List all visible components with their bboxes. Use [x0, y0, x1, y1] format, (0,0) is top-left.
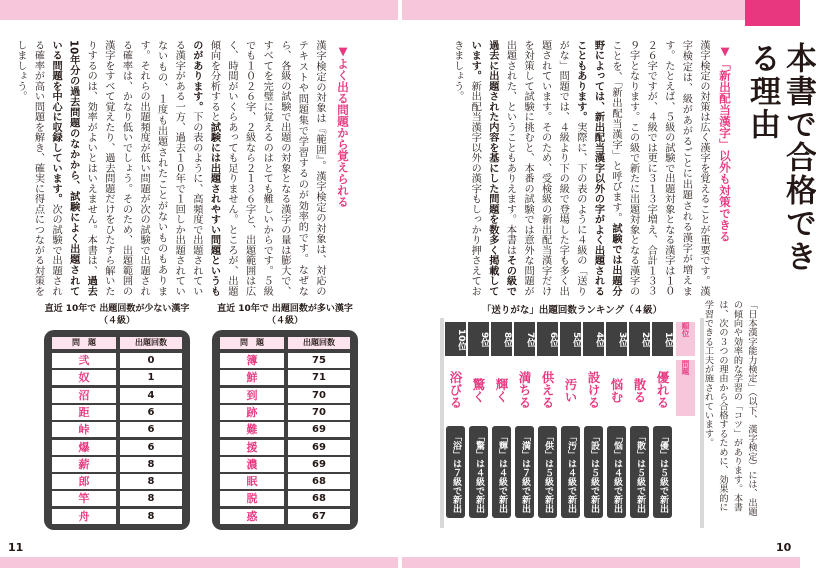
table-many-row [212, 422, 358, 437]
ranking-position: 10位 [445, 322, 466, 356]
table-many-count: 68 [288, 474, 350, 489]
table-few-count: 8 [120, 457, 182, 472]
table-many-kanji: 脱 [220, 491, 284, 506]
page-gutter [398, 0, 402, 568]
table-many-count: 69 [288, 440, 350, 455]
ranking-word: 驚く [471, 377, 486, 403]
ranking-position: 3位 [606, 322, 627, 356]
ranking-note: 「悩」は４級で新出 [607, 426, 626, 518]
right-body-text: 漢字検定の対策は広く漢字を覚えることが重要です。漢字検定は、級があがるごとに出題される漢字が増えます。たとえば、５級の試験で出題対象となる漢字は１０２６字ですが、４級では更に３１３字増え、合計１３３９字となります。この級で新たに出題対象となる漢字のことを、「新出配当漢字」と呼びます。試験では出題分野によっては、新出配当漢字以外の字がよく出題されることもあります。実際に、下の表のように４級の「送りがな」問題では、４級より下の級で登場した字も多く出題されています。そのため、受検級の新出配当漢字だけを対策して試験に挑むと、本番の試験では意外な問題が出題された、ということもありえます。本書はその級で過去に出題された内容を基にした問題を数多く掲載しています。新出配当漢字以外の漢字もしっかり押さえておきましょう。 [451, 40, 709, 297]
ranking-item [468, 322, 489, 522]
ranking-item [537, 322, 558, 522]
ranking-word: 悩む [609, 377, 624, 403]
table-many-kanji: 到 [220, 388, 284, 403]
table-few-row [44, 457, 190, 472]
top-decor-bar-right [402, 0, 800, 20]
ranking-position: 9位 [468, 322, 489, 356]
ranking-note: 「浴」は７級で新出 [446, 426, 465, 518]
table-many-row [212, 474, 358, 489]
table-many-col-count: 出題回数 [288, 337, 350, 349]
ranking-item [560, 322, 581, 522]
table-few-col-problem: 問 題 [52, 337, 116, 349]
table-few-kanji: 沼 [52, 388, 116, 403]
ranking-item [606, 322, 627, 522]
table-few-kanji: 郎 [52, 474, 116, 489]
ranking-item [514, 322, 535, 522]
ranking-item [629, 322, 650, 522]
table-few-kanji: 弐 [52, 353, 116, 368]
table-few-count: 6 [120, 405, 182, 420]
ranking-item [445, 322, 466, 522]
table-many-kanji: 簿 [220, 353, 284, 368]
table-many-row [212, 440, 358, 455]
table-few-row [44, 440, 190, 455]
ranking-header-problem: 問題 [676, 360, 695, 416]
ranking-item [491, 322, 512, 522]
ranking-item [583, 322, 604, 522]
left-body-text: 漢字検定の対象は『範囲』。漢字検定の対象は、対応のテキストや問題集で学習するのが効率的です。なぜなら、各級の試験で出題の対象となる漢字の量は膨大で、すべてを完璧に覚えるのはとても難しいからです。５級でも１０２６字、２級なら２１３６字と、出題範囲は広く、時間がいくらあっても足りません。ところが、出題傾向を分析すると試験には出題されやすい問題というものがあります。下の表のように、高頻度で出題されている漢字がある一方、過去１０年で１回しか出題されていないもの、１度も出題されたことがないものもあります。それらの出題頻度が低い問題が次の試験で出題される確率は、かなり低いでしょう。そのため、出題範囲の漢字をすべて覚えたり、過去問題だけをひたすら解いたりするのは、効率がよいとはいえません。本書は、過去10年分の過去問題のなかから、試験によく出題されている問題を中心に収録しています。次の試験で出題される確率が高い問題を解き、確実に得点につながる対策をしましょう。 [14, 40, 325, 296]
table-many-row [212, 405, 358, 420]
table-many-row [212, 353, 358, 368]
ranking-title: 「送りがな」出題回数ランキング（４級） [481, 305, 663, 316]
table-few-count: 6 [120, 422, 182, 437]
table-many-col-problem: 問 題 [220, 337, 284, 349]
table-many-count: 68 [288, 491, 350, 506]
ranking-header-position: 順位 [676, 322, 695, 356]
ranking-position: 6位 [537, 322, 558, 356]
table-few-count: 1 [120, 370, 182, 385]
table-few-kanji: 舟 [52, 509, 116, 524]
ranking-word: 設ける [586, 371, 601, 409]
ranking-position: 1位 [652, 322, 673, 356]
table-few-count: 0 [120, 353, 182, 368]
top-decor-bar-left [0, 0, 398, 20]
table-few-row [44, 388, 190, 403]
page-number-right: 10 [776, 541, 792, 554]
table-many-kanji: 跡 [220, 405, 284, 420]
table-few-count: 4 [120, 388, 182, 403]
table-few-row [44, 353, 190, 368]
ranking-word: 汚い [563, 377, 578, 403]
page-number-left: 11 [8, 541, 24, 554]
table-many-kanji: 鮮 [220, 370, 284, 385]
table-many-count: 75 [288, 353, 350, 368]
section-heading-new-kanji: ▼「新出配当漢字」以外も対策できる [718, 44, 732, 242]
section-heading-frequent: ▼よく出る問題から覚えられる [336, 44, 350, 208]
table-few-row [44, 474, 190, 489]
ranking-word: 輝く [494, 377, 509, 403]
ranking-position: 8位 [491, 322, 512, 356]
table-many-row [212, 491, 358, 506]
table-many-kanji: 眠 [220, 474, 284, 489]
table-few-row [44, 405, 190, 420]
table-few-kanji: 薪 [52, 457, 116, 472]
table-many-count: 69 [288, 422, 350, 437]
ranking-note: 「優」は５級で新出 [653, 426, 672, 518]
table-few-row [44, 422, 190, 437]
table-few-row [44, 370, 190, 385]
ranking-note: 「輝」は４級で新出 [492, 426, 511, 518]
table-many-row [212, 457, 358, 472]
table-many-count: 67 [288, 509, 350, 524]
table-few-kanji: 竿 [52, 491, 116, 506]
table-many-title: 直近 10年で 出題回数が多い漢字（４級） [217, 304, 353, 326]
bottom-decor-bar-left [0, 557, 398, 568]
table-few-count: 8 [120, 474, 182, 489]
table-many-count: 70 [288, 405, 350, 420]
table-few-kanji: 奴 [52, 370, 116, 385]
ranking-note: 「満」は７級で新出 [515, 426, 534, 518]
bottom-decor-bar-right [402, 557, 800, 568]
ranking-item [652, 322, 673, 522]
table-few-count: 6 [120, 440, 182, 455]
ranking-word: 散る [632, 377, 647, 403]
table-few-count: 8 [120, 509, 182, 524]
table-few-row [44, 491, 190, 506]
table-many-row [212, 388, 358, 403]
table-many-row [212, 509, 358, 524]
ranking-note: 「驚」は４級で新出 [469, 426, 488, 518]
table-few-title: 直近 10年で 出題回数が少ない漢字（４級） [44, 304, 190, 326]
ranking-note: 「設」は５級で新出 [584, 426, 603, 518]
table-many-count: 71 [288, 370, 350, 385]
ranking-position: 4位 [583, 322, 604, 356]
table-few-count: 8 [120, 491, 182, 506]
ranking-note: 「汚」は４級で新出 [561, 426, 580, 518]
table-many-count: 70 [288, 388, 350, 403]
chapter-title: 本書で合格できる理由 [744, 42, 816, 273]
ranking-position: 2位 [629, 322, 650, 356]
table-many-row [212, 370, 358, 385]
ranking-note: 「供」は５級で新出 [538, 426, 557, 518]
table-many-kanji: 惑 [220, 509, 284, 524]
table-many-kanji: 難 [220, 422, 284, 437]
table-many-count: 69 [288, 457, 350, 472]
table-many [212, 330, 358, 530]
ranking-position: 7位 [514, 322, 535, 356]
table-few-kanji: 峠 [52, 422, 116, 437]
chapter-tab [745, 0, 800, 26]
table-few-kanji: 距 [52, 405, 116, 420]
table-many-kanji: 濃 [220, 457, 284, 472]
ranking-panel [440, 318, 704, 528]
table-few-kanji: 爆 [52, 440, 116, 455]
ranking-word: 供える [540, 371, 555, 409]
intro-note: 「日本漢字能力検定」（以下、漢字検定）には、出題の傾向や効率的な学習の「コツ」があります。本書は、次の３つの理由から合格するために、効果的に学習できる工夫が施されています。 [702, 300, 757, 517]
table-many-kanji: 援 [220, 440, 284, 455]
table-few-col-count: 出題回数 [120, 337, 182, 349]
ranking-word: 満ちる [517, 371, 532, 409]
ranking-position: 5位 [560, 322, 581, 356]
table-few-row [44, 509, 190, 524]
ranking-note: 「散」は５級で新出 [630, 426, 649, 518]
table-few [44, 330, 190, 530]
ranking-word: 優れる [655, 371, 670, 409]
ranking-word: 浴びる [448, 371, 463, 409]
